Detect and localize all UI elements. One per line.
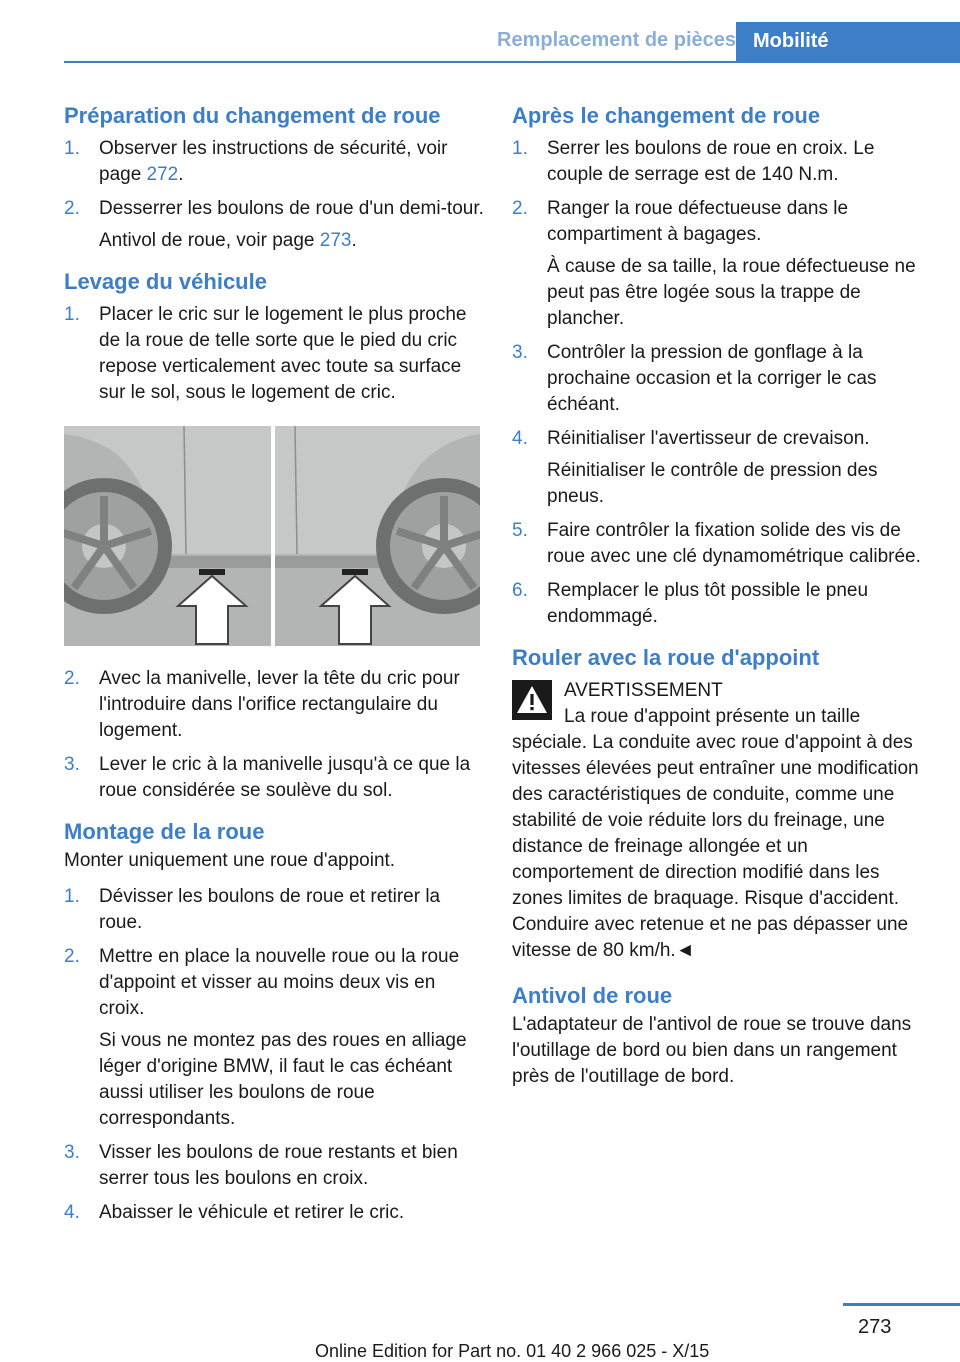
step-text: Serrer les boulons de roue en croix. Le couple de serrage est de 140 N.m. (547, 138, 875, 185)
page-link[interactable]: 272 (146, 164, 179, 185)
step-number: 2. (64, 946, 80, 967)
list-item (512, 578, 932, 630)
jack-point-illustration (64, 426, 480, 646)
prep-steps (64, 136, 484, 254)
footer-rule (843, 1303, 960, 1306)
step-number: 2. (64, 198, 80, 219)
list-item (512, 426, 932, 510)
step-text: Ranger la roue défectueuse dans le compartiment à bagages. (547, 198, 849, 245)
list-item (64, 136, 484, 188)
step-text-after: . (178, 164, 184, 185)
step-number: 2. (512, 198, 528, 219)
step-text: Dévisser les boulons de roue et retirer la roue. (99, 886, 441, 933)
warning-title: AVERTISSEMENT (564, 680, 723, 701)
lift-steps (64, 302, 484, 406)
list-item (64, 944, 484, 1132)
step-number: 4. (64, 1202, 80, 1223)
step-text: Contrôler la pression de gonflage à la prochaine occasion et la corriger le cas échéant. (547, 342, 877, 415)
list-item (512, 518, 932, 570)
chapter-tab[interactable] (736, 22, 960, 63)
step-text: Remplacer le plus tôt possible le pneu endommagé. (547, 580, 869, 627)
mount-intro: Monter uniquement une roue d'appoint. (64, 850, 396, 871)
step-subtext: À cause de sa taille, la roue défectueuse ne peut pas être logée sous la trappe de plancher. (547, 256, 916, 329)
page-link[interactable]: 273 (319, 230, 352, 251)
mount-steps (64, 884, 484, 1226)
right-column (512, 100, 932, 1100)
step-number: 1. (512, 138, 528, 159)
step-text: Lever le cric à la manivelle jusqu'à ce que la roue considérée se soulève du sol. (99, 754, 471, 801)
step-number: 6. (512, 580, 528, 601)
page-number: 273 (858, 1316, 892, 1338)
step-subtext: Si vous ne montez pas des roues en alliage léger d'origine BMW, il faut le cas échéant aussi utiliser les boulons de roue correspondants. (99, 1030, 467, 1129)
list-item (512, 196, 932, 332)
lift-heading: Levage du véhicule (64, 269, 267, 294)
step-number: 3. (512, 342, 528, 363)
list-item (64, 196, 484, 254)
step-text: Faire contrôler la fixation solide des vis de roue avec une clé dynamométrique calibrée. (547, 520, 921, 567)
step-number: 3. (64, 754, 80, 775)
step-text: Desserrer les boulons de roue d'un demi-tour. (99, 198, 484, 219)
list-item (512, 136, 932, 188)
step-text: Avec la manivelle, lever la tête du cric pour l'introduire dans l'orifice rectangulaire du logement. (99, 668, 460, 741)
step-number: 1. (64, 304, 80, 325)
edition-footer: Online Edition for Part no. 01 40 2 966 025 - X/15 (315, 1341, 710, 1361)
step-number: 3. (64, 1142, 80, 1163)
list-item (64, 1200, 484, 1226)
step-text: Mettre en place la nouvelle roue ou la roue d'appoint et visser au moins deux vis en croix. (99, 946, 460, 1019)
step-number: 1. (64, 886, 80, 907)
car-jack-points-image (64, 426, 480, 646)
step-number: 4. (512, 428, 528, 449)
antitheft-heading: Antivol de roue (512, 983, 673, 1008)
page-header (0, 0, 960, 64)
chapter-title: Mobilité (753, 30, 829, 52)
list-item (64, 884, 484, 936)
step-text: Placer le cric sur le logement le plus proche de la roue de telle sorte que le pied du cric repose verticalement avec toute sa surface sur le sol, sous le logement de cric. (99, 304, 467, 403)
step-number: 2. (64, 668, 80, 689)
antitheft-text: L'adaptateur de l'antivol de roue se trouve dans l'outillage de bord ou bien dans un rangement près de l'outillage de bord. (512, 1014, 912, 1087)
step-number: 1. (64, 138, 80, 159)
subtext-after: . (351, 230, 357, 251)
step-subtext: Réinitialiser le contrôle de pression des pneus. (547, 460, 878, 507)
subtext: Antivol de roue, voir page (99, 230, 320, 251)
list-item (512, 340, 932, 418)
step-text: Visser les boulons de roue restants et bien serrer tous les boulons en croix. (99, 1142, 458, 1189)
section-title: Remplacement de pièces (497, 29, 736, 51)
after-steps (512, 136, 932, 630)
step-text: Abaisser le véhicule et retirer le cric. (99, 1202, 405, 1223)
spare-heading: Rouler avec la roue d'appoint (512, 645, 820, 670)
lift-steps-continued (64, 666, 484, 804)
list-item (64, 666, 484, 744)
step-text: Observer les instructions de sécurité, voir page (99, 138, 448, 185)
after-heading: Après le changement de roue (512, 103, 821, 128)
header-rule (64, 61, 960, 63)
list-item (64, 752, 484, 804)
warning-text: La roue d'appoint présente un taille spéciale. La conduite avec roue d'appoint à des vitesses élevées peut entraîner une modification des caractéristiques de conduite, comme une stabilité de voie réduite lors du freinage, une distance de freinage allongée et un comportement de direction modifié dans les zones limites de braquage. Risque d'accident. Conduire avec retenue et ne pas dépasser une vitesse de 80 km/h.◄ (512, 706, 919, 961)
mount-heading: Montage de la roue (64, 819, 265, 844)
left-column (64, 100, 484, 1234)
step-subtext (99, 228, 484, 254)
list-item (64, 302, 484, 406)
step-number: 5. (512, 520, 528, 541)
warning-block (512, 678, 932, 964)
step-text: Réinitialiser l'avertisseur de crevaison. (547, 428, 870, 449)
prep-heading: Préparation du changement de roue (64, 103, 441, 128)
warning-icon (512, 680, 552, 720)
list-item (64, 1140, 484, 1192)
